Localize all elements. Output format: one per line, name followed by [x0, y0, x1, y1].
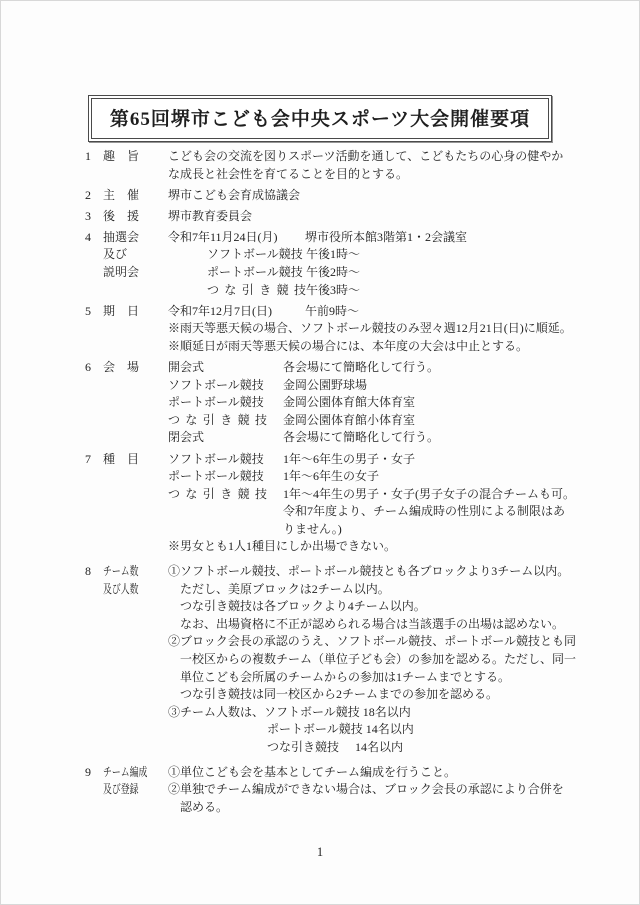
line-text [168, 229, 585, 247]
line-text [168, 521, 585, 539]
line-text [168, 633, 585, 651]
text-segment: つな引き競技 [267, 740, 340, 754]
text-segment: こども会の交流を図りスポーツ活動を通して、こどもたちの心身の健やか [168, 149, 564, 163]
section-label [103, 598, 168, 616]
section-label [103, 739, 168, 757]
text-segment: 各会場にて簡略化して行う。 [283, 360, 440, 375]
text-segment: 単位こども会所属のチームからの参加は1チームまでとする。 [180, 669, 511, 684]
text-segment: 堺市役所本館3階第1・2会議室 [305, 229, 468, 244]
text-segment: ポートボール競技 [168, 395, 264, 410]
section-label [103, 538, 168, 556]
line-text [168, 486, 585, 504]
section-label: チーム編成 [103, 764, 148, 779]
line-text [168, 246, 585, 264]
section-number [85, 412, 103, 430]
section-label: 期 日 [103, 303, 140, 318]
line-text [168, 377, 585, 395]
section-number [85, 521, 103, 539]
line-text [168, 581, 585, 599]
section-number [85, 633, 103, 651]
text-segment: 午後3時～ [306, 282, 361, 297]
line-text [168, 412, 585, 430]
section-number: 8 [85, 564, 91, 579]
text-segment: ③チーム人数は、 [168, 704, 265, 719]
section-number [85, 686, 103, 704]
text-segment: ※雨天等悪天候の場合、ソフトボール競技のみ翌々週12月21日(日)に順延。 [168, 321, 572, 336]
text-segment: 堺市教育委員会 [168, 208, 253, 223]
line-text [168, 538, 585, 556]
line-text [168, 429, 585, 447]
text-segment: つな引き競技は同一校区から2チームまでの参加を認める。 [180, 687, 499, 702]
section-number [85, 538, 103, 556]
text-segment: ソフトボール競技 [168, 377, 264, 392]
section-number [85, 651, 103, 669]
section-number [85, 721, 103, 739]
text-segment: ソフトボール競技 [207, 247, 303, 262]
document-line [85, 264, 585, 282]
document-line [85, 303, 585, 321]
text-segment: つな引き競技は各ブロックより4チーム以内。 [180, 599, 426, 614]
document-line [85, 799, 585, 817]
section-label [103, 686, 168, 704]
line-text [168, 187, 585, 205]
document-line [85, 669, 585, 687]
document-line [85, 187, 585, 205]
section-number [85, 486, 103, 504]
document-line [85, 320, 585, 338]
text-segment: りません。) [283, 521, 342, 536]
section-number [85, 781, 103, 799]
document-title: 第65回堺市こども会中央スポーツ大会開催要項 [91, 98, 549, 139]
text-segment: ポートボール競技 [207, 265, 303, 280]
section-number [85, 598, 103, 616]
text-segment: 認める。 [180, 799, 229, 814]
section-label: 及び人数 [103, 581, 139, 596]
line-text [168, 394, 585, 412]
section-number: 7 [85, 451, 91, 466]
document-line [85, 521, 585, 539]
section-number [85, 282, 103, 300]
section-label [103, 704, 168, 722]
section-label [103, 166, 168, 184]
text-segment: 各会場にて簡略化して行う。 [283, 430, 440, 445]
document-line [85, 538, 585, 556]
section-label: 種 目 [103, 451, 140, 466]
document-body [85, 148, 585, 816]
document-line [85, 598, 585, 616]
section-number: 1 [85, 149, 91, 163]
document-line [85, 704, 585, 722]
document-line [85, 581, 585, 599]
document-line [85, 282, 585, 300]
line-text [168, 264, 585, 282]
section-label: 及び登録 [103, 782, 139, 797]
document-line [85, 721, 585, 739]
line-text [168, 208, 585, 226]
document-line [85, 764, 585, 782]
document-line [85, 338, 585, 356]
section-number [85, 669, 103, 687]
section-label: 説明会 [103, 265, 140, 280]
document-line [85, 486, 585, 504]
section-number [85, 581, 103, 599]
document-line [85, 166, 585, 184]
line-text [168, 503, 585, 521]
section-number: 9 [85, 764, 91, 779]
section-label: 主 催 [103, 187, 140, 202]
text-segment: 金岡公園体育館大体育室 [283, 395, 416, 410]
text-segment: ポートボール競技 14名以内 [267, 722, 414, 737]
section-label [103, 633, 168, 651]
document-line [85, 412, 585, 430]
section-label: 会 場 [103, 360, 140, 375]
text-segment: 14名以内 [355, 740, 404, 754]
document-line [85, 616, 585, 634]
line-text [168, 320, 585, 338]
section-label [103, 429, 168, 447]
section-number [85, 468, 103, 486]
line-text [168, 651, 585, 669]
document-line [85, 451, 585, 469]
section-number [85, 394, 103, 412]
section-number: 6 [85, 360, 91, 375]
text-segment: 午後1時～ [306, 247, 361, 262]
text-segment: つな引き競技 [168, 486, 267, 501]
line-text [168, 451, 585, 469]
document-line [85, 377, 585, 395]
section-number [85, 320, 103, 338]
text-segment: つな引き競技 [207, 282, 306, 297]
line-text [168, 669, 585, 687]
line-text [168, 781, 585, 799]
section-number [85, 616, 103, 634]
section-number [85, 264, 103, 282]
section-label [103, 412, 168, 430]
section-number [85, 429, 103, 447]
text-segment: ①ソフトボール競技、ポートボール競技とも各ブロックより3チーム以内。 [168, 564, 570, 579]
document-line [85, 563, 585, 581]
section-number: 3 [85, 208, 91, 223]
section-number [85, 246, 103, 264]
text-segment: ①単位こども会を基本としてチーム編成を行うこと。 [168, 764, 457, 779]
section-number [85, 503, 103, 521]
text-segment: 1年～6年生の女子 [283, 469, 380, 484]
text-segment: ソフトボール競技 [168, 451, 264, 466]
text-segment: ※順延日が雨天等悪天候の場合には、本年度の大会は中止とする。 [168, 338, 529, 353]
document-line [85, 633, 585, 651]
text-segment: なお、出場資格に不正が認められる場合は当該選手の出場は認めない。 [180, 616, 565, 631]
section-label [103, 486, 168, 504]
line-text [168, 282, 585, 300]
document-line [85, 229, 585, 247]
line-text [168, 764, 585, 782]
section-label [103, 320, 168, 338]
section-label [103, 394, 168, 412]
line-text [168, 739, 585, 757]
document-line [85, 246, 585, 264]
section-label [103, 468, 168, 486]
section-label [103, 377, 168, 395]
line-text [168, 686, 585, 704]
text-segment: 午後2時～ [306, 265, 361, 280]
document-line [85, 468, 585, 486]
text-segment: 1年～6年生の男子・女子 [283, 451, 416, 466]
section-label: 抽選会 [103, 229, 140, 244]
section-number: 2 [85, 187, 91, 202]
text-segment: 金岡公園野球場 [283, 377, 368, 392]
text-segment: 閉会式 [168, 430, 205, 445]
document-line [85, 208, 585, 226]
document-line [85, 781, 585, 799]
text-segment: ソフトボール競技 18名以内 [264, 704, 411, 719]
text-segment: 一校区からの複数チーム（単位子ども会）の参加を認める。ただし、同一 [180, 652, 577, 667]
text-segment: ②単独でチーム編成ができない場合は、ブロック会長の承認により合併を [168, 782, 564, 797]
line-text [168, 616, 585, 634]
line-text [168, 166, 585, 184]
section-number: 5 [85, 303, 91, 318]
section-number [85, 739, 103, 757]
text-segment: ②ブロック会長の承認のうえ、ソフトボール競技、ポートボール競技とも同 [168, 634, 577, 649]
section-label [103, 669, 168, 687]
section-label [103, 282, 168, 300]
line-text [168, 563, 585, 581]
line-text [168, 468, 585, 486]
line-text [168, 148, 585, 166]
section-number: 4 [85, 229, 91, 244]
line-text [168, 704, 585, 722]
text-segment: ※男女とも1人1種目にしか出場できない。 [168, 539, 397, 554]
section-label: 後 援 [103, 208, 140, 223]
section-label [103, 799, 168, 817]
section-number [85, 166, 103, 184]
line-text [168, 721, 585, 739]
section-label [103, 651, 168, 669]
section-label: 及び [103, 247, 128, 262]
line-text [168, 359, 585, 377]
text-segment: 令和7年度より、チーム編成時の性別による制限はあ [283, 504, 566, 519]
text-segment: 午前9時～ [305, 303, 360, 318]
line-text [168, 303, 585, 321]
document-line [85, 503, 585, 521]
section-number [85, 704, 103, 722]
title-box [88, 95, 552, 142]
text-segment: 金岡公園体育館小体育室 [283, 412, 416, 427]
line-text [168, 598, 585, 616]
section-label: チーム数 [103, 564, 139, 579]
text-segment: ポートボール競技 [168, 469, 264, 484]
section-label [103, 721, 168, 739]
text-segment: つな引き競技 [168, 412, 267, 427]
section-label [103, 616, 168, 634]
page-number: 1 [316, 845, 324, 859]
document-line [85, 429, 585, 447]
line-text [168, 799, 585, 817]
section-number [85, 377, 103, 395]
text-segment: 開会式 [168, 360, 205, 375]
section-number [85, 338, 103, 356]
section-label: 趣 旨 [103, 149, 140, 163]
text-segment: 1年～4年生の男子・女子(男子女子の混合チームも可。 [283, 486, 575, 501]
text-segment: ただし、美原ブロックは2チーム以内。 [180, 581, 390, 596]
text-segment: 令和7年12月7日(日) [168, 303, 272, 318]
text-segment: 堺市こども会育成協議会 [168, 187, 301, 202]
document-line [85, 148, 585, 166]
section-label [103, 503, 168, 521]
section-label [103, 521, 168, 539]
line-text [168, 338, 585, 356]
document-line [85, 359, 585, 377]
text-segment: 令和7年11月24日(月) [168, 229, 278, 244]
document-line [85, 739, 585, 757]
document-line [85, 651, 585, 669]
text-segment: な成長と社会性を育てることを目的とする。 [168, 166, 409, 181]
document-line [85, 394, 585, 412]
document-line [85, 686, 585, 704]
section-number [85, 799, 103, 817]
section-label [103, 338, 168, 356]
